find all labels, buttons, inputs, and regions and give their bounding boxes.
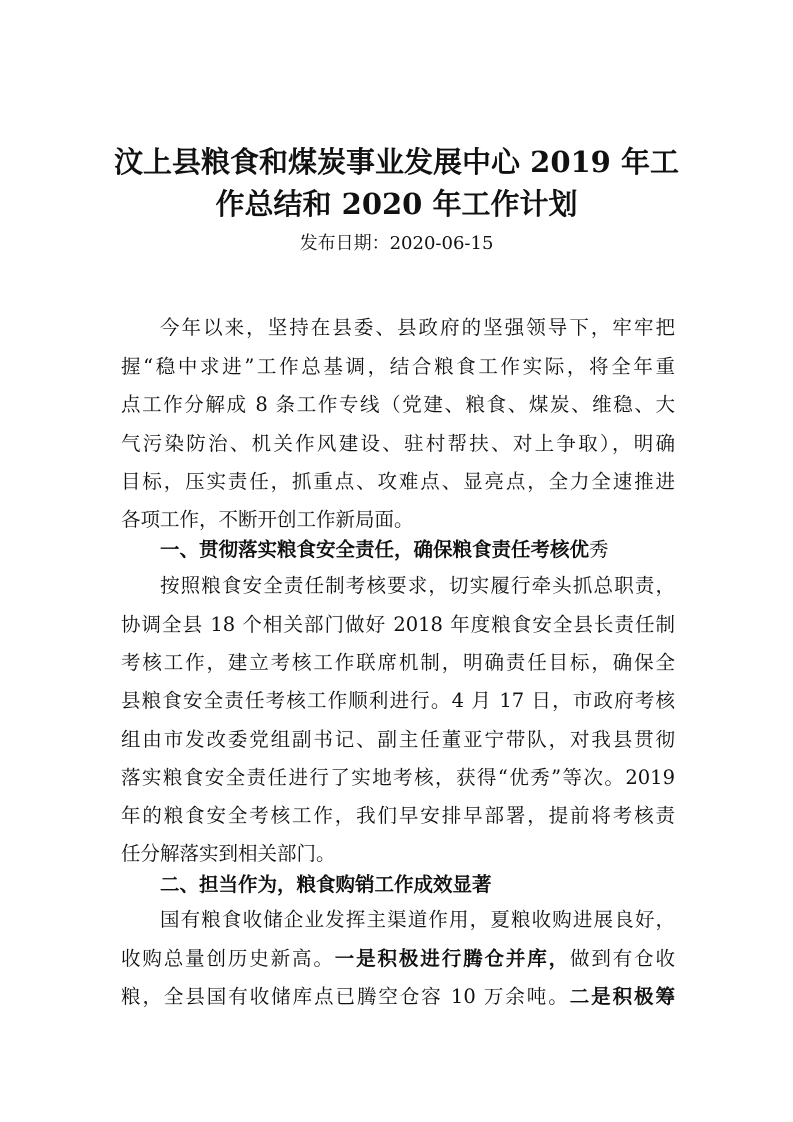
- section-2-heading: 二、担当作为，粮食购销工作成效显著: [160, 873, 492, 896]
- section-1-heading: [160, 537, 675, 563]
- text-line: 县粮食安全责任考核工作顺利进行。4 月 17 日，市政府考核: [121, 689, 675, 712]
- text-line: [121, 984, 675, 1010]
- text-line: 今年以来，坚持在县委、县政府的坚强领导下，牢牢把: [160, 316, 675, 339]
- text-line: 国有粮食收储企业发挥主渠道作用，夏粮收购进展良好，: [160, 908, 675, 931]
- text-line: 各项工作，不断开创工作新局面。: [121, 508, 414, 531]
- title-line-2: 作总结和 2020 年工作计划: [215, 187, 578, 221]
- text-segment: 收购总量创历史新高。: [121, 947, 335, 970]
- heading-text: 一、贯彻落实粮食安全责任，确保粮食责任考核优: [160, 538, 590, 561]
- text-line: 年的粮食安全考核工作，我们早安排早部署，提前将考核责: [121, 804, 675, 827]
- text-line: 握“稳中求进”工作总基调，结合粮食工作实际，将全年重: [121, 355, 675, 378]
- text-line: 点工作分解成 8 条工作专线（党建、粮食、煤炭、维稳、大: [121, 393, 675, 416]
- text-line: 考核工作，建立考核工作联席机制，明确责任目标，确保全: [121, 651, 675, 674]
- text-line: 组由市发改委党组副书记、副主任董亚宁带队，对我县贯彻: [121, 728, 675, 751]
- title-line-1: 汶上县粮食和煤炭事业发展中心 2019 年工: [114, 145, 679, 179]
- text-line: 落实粮食安全责任进行了实地考核，获得“优秀”等次。2019: [121, 766, 675, 789]
- text-segment: 做到有仓收: [569, 947, 675, 970]
- text-line: 协调全县 18 个相关部门做好 2018 年度粮食安全县长责任制: [121, 613, 675, 636]
- text-line: [121, 946, 675, 972]
- text-segment: 粮，全县国有收储库点已腾空仓容 10 万余吨。: [121, 985, 570, 1008]
- bold-segment: 一是积极进行腾仓并库，: [334, 947, 570, 970]
- heading-tail: 秀: [589, 538, 609, 561]
- text-line: 任分解落实到相关部门。: [121, 842, 336, 865]
- bold-segment: 二是积极筹: [569, 985, 675, 1008]
- text-line: 目标，压实责任，抓重点、攻难点、显亮点，全力全速推进: [121, 470, 675, 493]
- publish-date: 发布日期：2020-06-15: [299, 233, 494, 254]
- text-line: 气污染防治、机关作风建设、驻村帮扶、对上争取），明确: [121, 432, 675, 455]
- text-line: 按照粮食安全责任制考核要求，切实履行牵头抓总职责，: [160, 574, 675, 597]
